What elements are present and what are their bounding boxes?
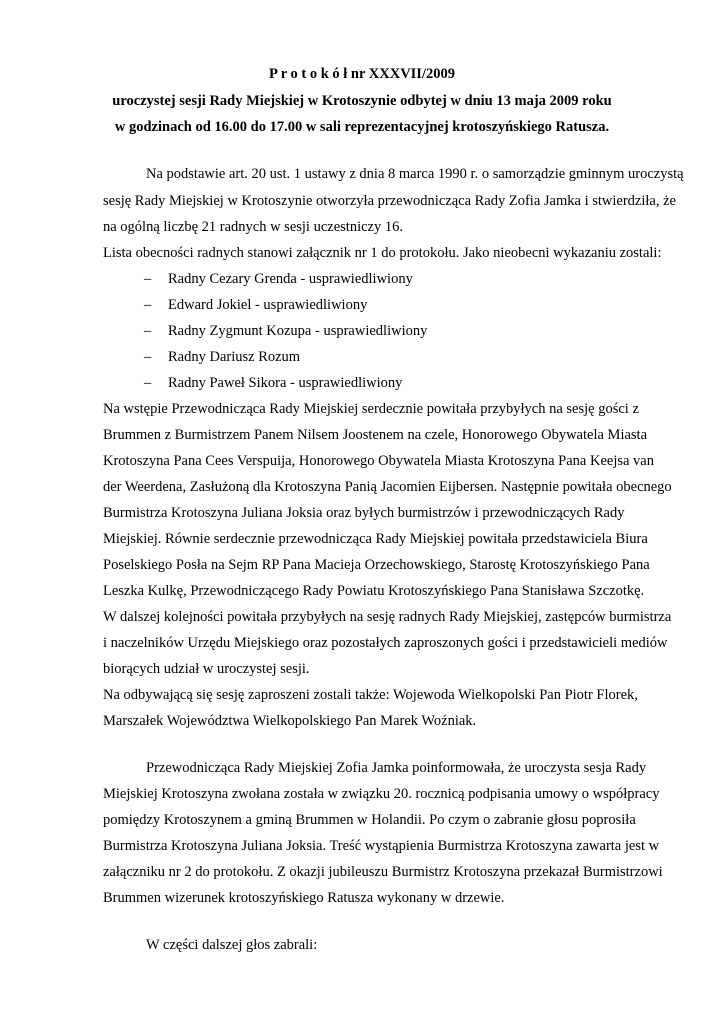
para1-line: Lista obecności radnych stanowi załącznik nr 1 do protokołu. Jako nieobecni wykazaniu zostali:: [103, 245, 662, 261]
para1-line: sesję Rady Miejskiej w Krotoszynie otworzyła przewodnicząca Rady Zofia Jamka i stwierdziła, że: [103, 193, 676, 209]
absent-item: Radny Dariusz Rozum: [168, 349, 301, 365]
para3-line: Przewodnicząca Rady Miejskiej Zofia Jamka poinformowała, że uroczysta sesja Rady: [146, 760, 647, 776]
para3-line: Brummen wizerunek krotoszyńskiego Ratusza wykonany w drzewie.: [103, 890, 505, 906]
para4-line: W części dalszej głos zabrali:: [146, 937, 318, 953]
para2-line: W dalszej kolejności powitała przybyłych na sesję radnych Rady Miejskiej, zastępców burmistrza: [103, 609, 672, 625]
list-dash: –: [144, 297, 152, 313]
para2-line: Poselskiego Posła na Sejm RP Pana Macieja Orzechowskiego, Starostę Krotoszyńskiego Pana: [103, 557, 650, 573]
para2-line: Burmistrza Krotoszyna Juliana Joksia oraz byłych burmistrzów i przewodniczących Rady: [103, 505, 625, 521]
protocol-title: P r o t o k ó ł nr XXXVII/2009: [269, 66, 455, 82]
absent-item: Radny Paweł Sikora - usprawiedliwiony: [168, 375, 403, 391]
list-dash: –: [144, 375, 152, 391]
absent-item: Edward Jokiel - usprawiedliwiony: [168, 297, 368, 313]
para3-line: załączniku nr 2 do protokołu. Z okazji jubileuszu Burmistrz Krotoszyna przekazał Burmistrzowi: [103, 864, 663, 880]
para2-line: der Weerdena, Zasłużoną dla Krotoszyna Panią Jacomien Eijbersen. Następnie powitała obecnego: [103, 479, 672, 495]
para3-line: pomiędzy Krotoszynem a gminą Brummen w Holandii. Po czym o zabranie głosu poprosiła: [103, 812, 636, 828]
para2-line: Brummen z Burmistrzem Panem Nilsem Joostenem na czele, Honorowego Obywatela Miasta: [103, 427, 648, 443]
para2-line: Na odbywającą się sesję zaproszeni zostali także: Wojewoda Wielkopolski Pan Piotr Florek,: [103, 687, 638, 703]
para2-line: Leszka Kulkę, Przewodniczącego Rady Powiatu Krotoszyńskiego Pana Stanisława Szczotkę.: [103, 583, 645, 599]
session-subtitle: uroczystej sesji Rady Miejskiej w Krotoszynie odbytej w dniu 13 maja 2009 roku: [112, 93, 612, 109]
session-time-place: w godzinach od 16.00 do 17.00 w sali reprezentacyjnej krotoszyńskiego Ratusza.: [114, 119, 610, 135]
absent-item: Radny Zygmunt Kozupa - usprawiedliwiony: [168, 323, 428, 339]
list-dash: –: [144, 349, 152, 365]
para2-line: biorących udział w uroczystej sesji.: [103, 661, 310, 677]
para3-line: Miejskiej Krotoszyna zwołana została w związku 20. rocznicą podpisania umowy o współpracy: [103, 786, 660, 802]
para2-line: Na wstępie Przewodnicząca Rady Miejskiej serdecznie powitała przybyłych na sesję gości z: [103, 401, 639, 417]
para1-line: Na podstawie art. 20 ust. 1 ustawy z dnia 8 marca 1990 r. o samorządzie gminnym uroczystą: [146, 166, 684, 182]
list-dash: –: [144, 323, 152, 339]
para1-line: na ogólną liczbę 21 radnych w sesji uczestniczy 16.: [103, 219, 403, 235]
list-dash: –: [144, 271, 152, 287]
para2-line: i naczelników Urzędu Miejskiego oraz pozostałych zaproszonych gości i przedstawicieli mediów: [103, 635, 668, 651]
para2-line: Krotoszyna Pana Cees Verspuija, Honorowego Obywatela Miasta Krotoszyna Pana Keejsa van: [103, 453, 654, 469]
para2-line: Miejskiej. Równie serdecznie przewodnicząca Rady Miejskiej powitała przedstawiciela Biura: [103, 531, 648, 547]
absent-item: Radny Cezary Grenda - usprawiedliwiony: [168, 271, 413, 287]
para2-line: Marszałek Województwa Wielkopolskiego Pan Marek Woźniak.: [103, 713, 477, 729]
para3-line: Burmistrza Krotoszyna Juliana Joksia. Treść wystąpienia Burmistrza Krotoszyna zawarta jest w: [103, 838, 660, 854]
